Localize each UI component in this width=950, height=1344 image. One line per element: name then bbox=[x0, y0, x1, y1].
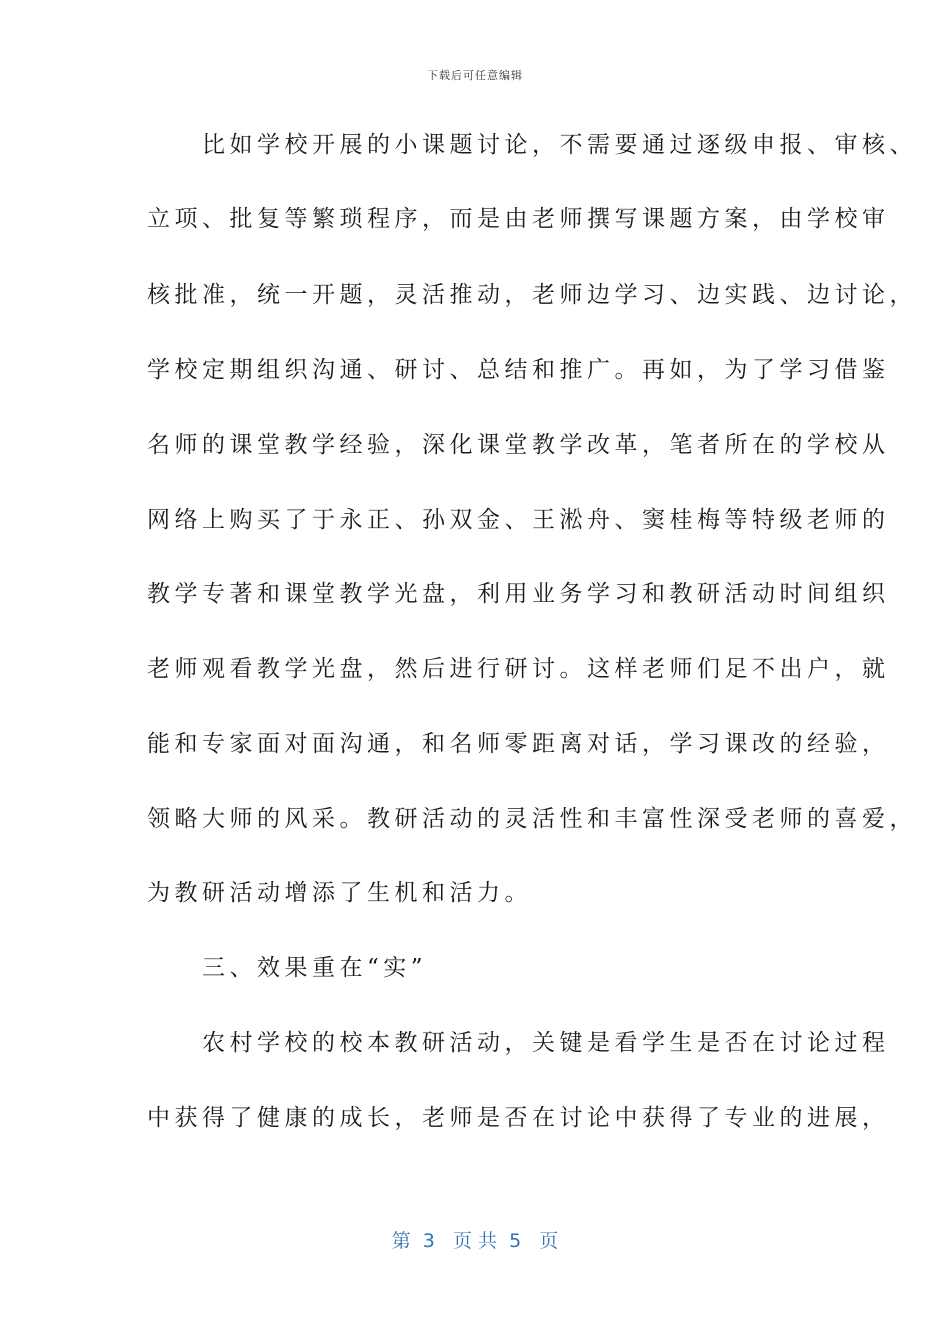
body-line: 核批准，统一开题，灵活推动，老师边学习、边实践、边讨论， bbox=[147, 282, 917, 308]
section-heading: 三、效果重在“实” bbox=[147, 955, 428, 981]
page-number-footer: 第 3 页 共 5 页 bbox=[391, 1230, 559, 1252]
body-line: 中获得了健康的成长，老师是否在讨论中获得了专业的进展， bbox=[147, 1105, 890, 1131]
body-line: 农村学校的校本教研活动，关键是看学生是否在讨论过程 bbox=[147, 1030, 890, 1056]
body-line: 名师的课堂教学经验，深化课堂教学改革，笔者所在的学校从 bbox=[147, 432, 890, 458]
body-line: 能和专家面对面沟通，和名师零距离对话，学习课改的经验， bbox=[147, 731, 890, 757]
body-line: 立项、批复等繁琐程序，而是由老师撰写课题方案，由学校审 bbox=[147, 206, 890, 232]
body-line: 网络上购买了于永正、孙双金、王淞舟、窦桂梅等特级老师的 bbox=[147, 507, 890, 533]
body-line: 比如学校开展的小课题讨论，不需要通过逐级申报、审核、 bbox=[147, 132, 917, 158]
body-line: 教学专著和课堂教学光盘，利用业务学习和教研活动时间组织 bbox=[147, 581, 890, 607]
body-line: 学校定期组织沟通、研讨、总结和推广。再如，为了学习借鉴 bbox=[147, 357, 890, 383]
page-header-note: 下载后可任意编辑 bbox=[427, 69, 523, 82]
body-line: 领略大师的风采。教研活动的灵活性和丰富性深受老师的喜爱， bbox=[147, 806, 917, 832]
body-line: 老师观看教学光盘，然后进行研讨。这样老师们足不出户，就 bbox=[147, 656, 890, 682]
body-line: 为教研活动增添了生机和活力。 bbox=[147, 880, 532, 906]
